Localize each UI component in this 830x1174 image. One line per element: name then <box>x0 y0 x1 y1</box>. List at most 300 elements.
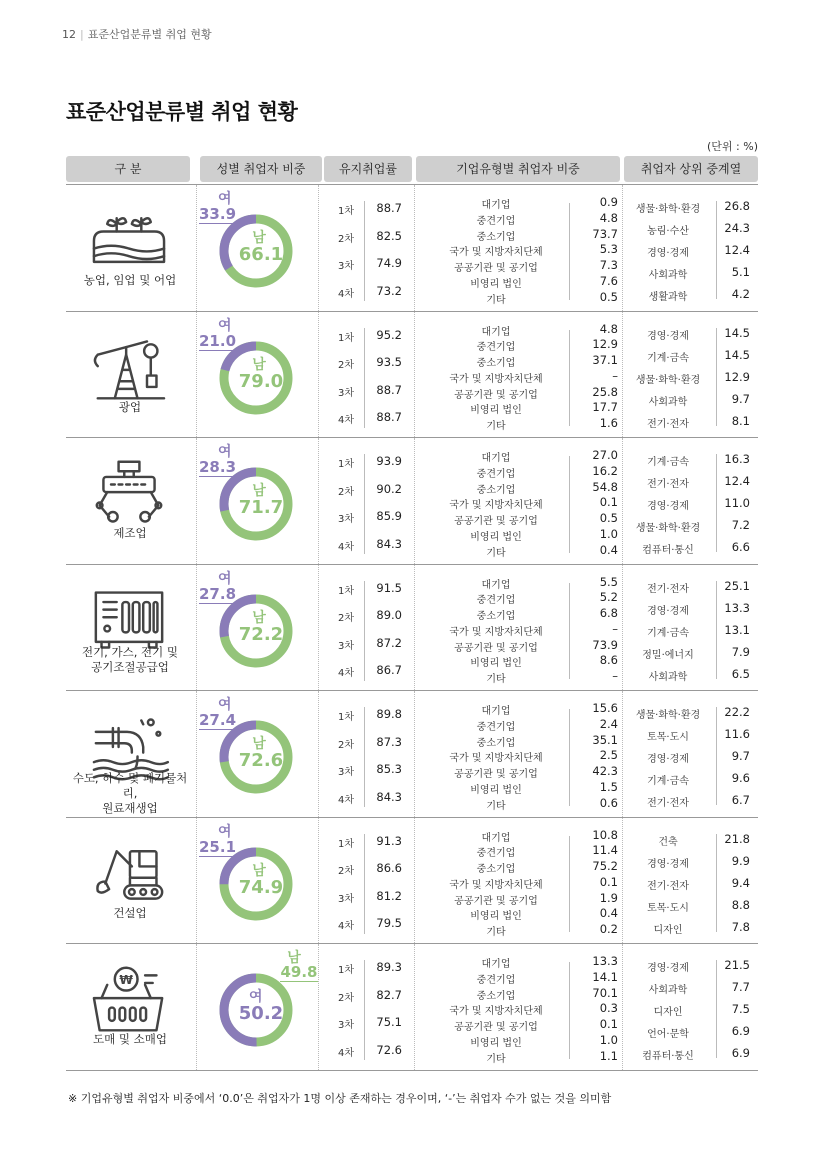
retention-year: 3차 <box>338 261 355 272</box>
female-label: 여 <box>218 570 232 587</box>
column-header-retention: 유지취업률 <box>324 156 412 182</box>
enterprise-type: 국가 및 지방자치단체 <box>449 373 543 385</box>
list-item <box>622 239 752 261</box>
enterprise-type: 국가 및 지방자치단체 <box>449 500 543 512</box>
list-item <box>622 767 752 789</box>
enterprise-type: 기타 <box>486 294 506 306</box>
major-name: 토목·도시 <box>647 902 689 914</box>
list-item <box>622 514 752 536</box>
female-share: 27.4 <box>199 711 237 729</box>
footnote: ※ 기업유형별 취업자 비중에서 ‘0.0’은 취업자가 1명 이상 존재하는 경우이며, ‘-’는 취업자 수가 없는 것을 의미함 <box>68 1092 612 1105</box>
male-share: 79.0 <box>238 370 284 392</box>
major-name: 경영·경제 <box>647 248 689 259</box>
enterprise-share: 14.1 <box>592 969 618 984</box>
list-item <box>622 1042 752 1064</box>
list-item <box>426 906 618 922</box>
svg-text:₩: ₩ <box>119 972 133 987</box>
enterprise-share: 25.8 <box>592 384 618 399</box>
retention-year: 2차 <box>338 739 355 751</box>
list-item <box>426 1049 618 1065</box>
retention-value: 73.2 <box>376 283 402 298</box>
list-item <box>426 590 618 606</box>
major-name: 토목·도시 <box>647 732 689 743</box>
enterprise-type: 공공기관 및 공기업 <box>454 389 538 401</box>
major-share: 6.6 <box>731 540 750 554</box>
major-share: 25.1 <box>724 578 750 593</box>
retention-value: 85.9 <box>376 509 402 523</box>
major-share: 9.4 <box>731 875 750 890</box>
enterprise-share: 1.0 <box>599 526 618 541</box>
list-item <box>426 843 618 859</box>
list-item <box>622 789 752 811</box>
page-header: 12 | 표준산업분류별 취업 현황 <box>62 28 212 41</box>
enterprise-share: 11.4 <box>592 843 618 858</box>
category-name: 수도, 하수 및 폐기물처리, 원료재생업 <box>72 771 188 815</box>
major-name: 생물·화학·환경 <box>635 204 701 215</box>
list-item <box>318 701 414 729</box>
list-item <box>426 353 618 369</box>
retention-year: 2차 <box>338 233 355 245</box>
retention-value: 72.6 <box>376 1042 402 1057</box>
list-item <box>426 1017 618 1033</box>
category-name: 광업 <box>118 399 142 414</box>
retention-value: 86.7 <box>376 663 402 677</box>
list-item <box>318 531 414 559</box>
list-item <box>622 344 752 366</box>
male-label: 남 <box>252 483 266 499</box>
enterprise-share: 12.9 <box>592 337 618 352</box>
list-item <box>622 195 752 217</box>
male-share: 66.1 <box>238 244 284 265</box>
major-name: 경영·경제 <box>647 605 689 617</box>
enterprise-type: 기타 <box>486 674 506 686</box>
list-item <box>622 723 752 745</box>
list-item <box>426 606 618 622</box>
retention-list <box>318 701 414 811</box>
major-share: 9.7 <box>731 749 750 763</box>
enterprise-type: 국가 및 지방자치단체 <box>449 753 543 765</box>
male-share: 72.2 <box>238 623 284 645</box>
section-title: 표준산업분류별 취업 현황 <box>87 28 212 41</box>
female-label: 여 <box>218 697 232 713</box>
enterprise-type: 중견기업 <box>476 342 516 354</box>
table-row <box>66 185 758 312</box>
list-item <box>426 385 618 401</box>
enterprise-share: 0.5 <box>599 511 618 526</box>
list-item <box>426 464 618 480</box>
list-item <box>426 495 618 511</box>
retention-value: 89.8 <box>376 707 402 721</box>
unit-label: (단위 : %) <box>707 140 758 153</box>
major-name: 경영·경제 <box>647 330 689 342</box>
female-share: 21.0 <box>199 331 237 350</box>
enterprise-share: – <box>612 368 618 383</box>
top-majors-list <box>622 322 752 432</box>
list-item <box>318 828 414 856</box>
list-item <box>318 250 414 278</box>
list-item <box>426 527 618 543</box>
female-share: 33.9 <box>199 205 237 223</box>
major-name: 경영·경제 <box>647 501 689 512</box>
retention-value: 81.2 <box>376 888 402 903</box>
retention-value: 89.3 <box>376 960 402 974</box>
enterprise-share: 1.0 <box>599 1032 618 1047</box>
enterprise-type: 기타 <box>486 927 506 939</box>
list-item <box>426 400 618 416</box>
list-item <box>622 410 752 432</box>
list-item <box>318 657 414 685</box>
list-item <box>622 954 752 976</box>
male-share: 49.8 <box>280 963 318 981</box>
major-share: 5.1 <box>731 265 750 279</box>
list-item <box>426 242 618 258</box>
major-share: 7.2 <box>731 518 750 532</box>
major-share: 4.2 <box>731 287 750 301</box>
list-item <box>622 575 752 597</box>
enterprise-type: 중견기업 <box>476 848 516 860</box>
retention-list <box>318 575 414 685</box>
major-name: 컴퓨터·통신 <box>642 1051 694 1062</box>
list-item <box>426 859 618 875</box>
column-header-enterprise: 기업유형별 취업자 비중 <box>416 156 620 182</box>
list-item <box>426 669 618 685</box>
list-item <box>426 1001 618 1017</box>
retention-value: 88.7 <box>376 201 402 215</box>
table-body <box>66 185 758 1071</box>
enterprise-type: 비영리 법인 <box>470 278 522 290</box>
major-name: 전기·전자 <box>647 479 689 490</box>
major-name: 사회과학 <box>648 985 688 996</box>
female-share: 25.1 <box>199 837 237 856</box>
enterprise-type: 중견기업 <box>476 215 516 227</box>
employment-table <box>66 156 758 1071</box>
column-divider <box>414 565 415 691</box>
enterprise-share: 0.5 <box>599 289 618 304</box>
column-divider <box>196 691 197 817</box>
retention-year: 4차 <box>338 668 355 679</box>
list-item <box>622 850 752 872</box>
major-name: 디자인 <box>653 924 683 936</box>
enterprise-type: 중소기업 <box>476 990 516 1002</box>
female-label: 여 <box>249 989 263 1005</box>
major-share: 16.3 <box>724 452 750 466</box>
top-majors-list <box>622 701 752 811</box>
enterprise-type: 중소기업 <box>476 484 516 496</box>
list-item <box>426 211 618 227</box>
enterprise-type: 중소기업 <box>476 737 516 749</box>
enterprise-share: 2.5 <box>599 748 618 763</box>
retention-value: 95.2 <box>376 327 402 342</box>
retention-year: 2차 <box>338 360 355 371</box>
category-name: 전기, 가스, 전기 및 공기조절공급업 <box>81 644 179 674</box>
list-item <box>318 784 414 812</box>
male-share: 71.7 <box>238 497 284 518</box>
enterprise-type: 중견기업 <box>476 974 516 986</box>
retention-year: 2차 <box>338 992 355 1004</box>
retention-list <box>318 954 414 1064</box>
list-item <box>318 448 414 476</box>
list-item <box>426 322 618 338</box>
retention-year: 1차 <box>338 712 355 723</box>
male-label: 남 <box>287 950 301 966</box>
enterprise-share: 10.8 <box>592 827 618 842</box>
major-share: 11.6 <box>724 727 750 741</box>
enterprise-share: 0.4 <box>599 542 618 557</box>
major-name: 생물·화학·환경 <box>635 710 701 721</box>
list-item <box>622 366 752 388</box>
retention-year: 1차 <box>338 459 355 470</box>
list-item <box>426 891 618 907</box>
page-number: 12 <box>62 28 76 41</box>
page-title: 표준산업분류별 취업 현황 <box>66 100 298 124</box>
male-share: 74.9 <box>238 876 284 898</box>
major-share: 14.5 <box>724 325 750 340</box>
list-item <box>318 404 414 432</box>
list-item <box>622 448 752 470</box>
major-share: 14.5 <box>724 347 750 362</box>
list-item <box>426 717 618 733</box>
retention-value: 86.6 <box>376 861 402 875</box>
retention-value: 75.1 <box>376 1015 402 1029</box>
enterprise-type: 중소기업 <box>476 864 516 876</box>
major-name: 사회과학 <box>648 270 688 281</box>
list-item <box>426 970 618 986</box>
major-name: 경영·경제 <box>647 963 689 974</box>
male-label: 남 <box>252 356 266 373</box>
retention-year: 3차 <box>338 387 355 399</box>
list-item <box>622 388 752 410</box>
list-item <box>426 1033 618 1049</box>
enterprise-share: 8.6 <box>599 653 618 668</box>
list-item <box>426 653 618 669</box>
major-share: 11.0 <box>724 496 750 510</box>
column-divider <box>196 818 197 944</box>
major-share: 21.8 <box>724 831 750 846</box>
enterprise-type: 대기업 <box>481 453 511 464</box>
enterprise-list <box>426 828 618 939</box>
list-item <box>622 641 752 663</box>
table-row <box>66 565 758 692</box>
female-label: 여 <box>218 191 232 207</box>
major-share: 12.4 <box>724 474 750 488</box>
retention-value: 91.3 <box>376 833 402 848</box>
major-name: 기계·금속 <box>647 776 689 787</box>
list-item <box>318 630 414 658</box>
column-divider <box>196 438 197 564</box>
excavator-icon <box>86 838 172 910</box>
enterprise-share: 7.6 <box>599 273 618 288</box>
list-item <box>622 894 752 916</box>
list-item <box>426 764 618 780</box>
enterprise-type: 공공기관 및 공기업 <box>454 263 538 275</box>
top-majors-list <box>622 828 752 938</box>
retention-list <box>318 828 414 938</box>
list-item <box>318 223 414 251</box>
male-label: 남 <box>252 609 266 626</box>
major-share: 24.3 <box>724 221 750 235</box>
female-share: 27.8 <box>199 584 237 603</box>
column-divider <box>414 944 415 1070</box>
retention-year: 3차 <box>338 514 355 525</box>
enterprise-share: 35.1 <box>592 732 618 747</box>
major-name: 정밀·에너지 <box>642 649 694 661</box>
list-item <box>426 337 618 353</box>
retention-value: 84.3 <box>376 536 402 551</box>
retention-value: 88.7 <box>376 410 402 424</box>
enterprise-share: 1.5 <box>599 779 618 794</box>
enterprise-list <box>426 701 618 812</box>
retention-year: 1차 <box>338 965 355 976</box>
retention-year: 3차 <box>338 640 355 652</box>
enterprise-share: 0.9 <box>599 195 618 209</box>
retention-value: 85.3 <box>376 762 402 776</box>
enterprise-list <box>426 448 618 559</box>
major-name: 기계·금속 <box>647 627 689 639</box>
major-share: 9.9 <box>731 853 750 868</box>
enterprise-type: 중견기업 <box>476 468 516 480</box>
column-divider <box>196 185 197 311</box>
retention-year: 4차 <box>338 1047 355 1059</box>
column-header-category: 구 분 <box>66 156 190 182</box>
list-item <box>622 976 752 998</box>
enterprise-type: 비영리 법인 <box>470 658 522 670</box>
enterprise-share: 0.1 <box>599 874 618 889</box>
list-item <box>426 638 618 654</box>
enterprise-share: 27.0 <box>592 448 618 462</box>
male-label: 남 <box>252 230 266 246</box>
list-item <box>318 982 414 1010</box>
enterprise-type: 대기업 <box>481 579 511 591</box>
major-name: 경영·경제 <box>647 858 689 870</box>
column-divider <box>196 944 197 1070</box>
list-item <box>622 745 752 767</box>
major-name: 건축 <box>658 836 678 848</box>
major-name: 전기·전자 <box>647 583 689 595</box>
enterprise-type: 공공기관 및 공기업 <box>454 895 538 907</box>
enterprise-type: 공공기관 및 공기업 <box>454 516 538 528</box>
enterprise-share: 16.2 <box>592 463 618 478</box>
list-item <box>426 448 618 464</box>
table-row <box>66 691 758 818</box>
enterprise-type: 기타 <box>486 800 506 812</box>
list-item <box>426 258 618 274</box>
list-item <box>426 828 618 844</box>
major-name: 전기·전자 <box>647 418 689 430</box>
retention-year: 3차 <box>338 1020 355 1031</box>
oil-pump-icon <box>86 332 172 404</box>
major-share: 6.9 <box>731 1024 750 1038</box>
list-item <box>318 729 414 757</box>
enterprise-type: 기타 <box>486 421 506 433</box>
enterprise-type: 공공기관 및 공기업 <box>454 1022 538 1034</box>
list-item <box>622 663 752 685</box>
list-item <box>622 322 752 344</box>
list-item <box>622 828 752 850</box>
top-majors-list <box>622 195 752 305</box>
list-item <box>426 701 618 717</box>
list-item <box>622 916 752 938</box>
enterprise-type: 중소기업 <box>476 611 516 623</box>
enterprise-share: 0.4 <box>599 906 618 921</box>
enterprise-type: 중견기업 <box>476 595 516 607</box>
enterprise-share: 0.6 <box>599 795 618 810</box>
list-item <box>622 283 752 305</box>
enterprise-type: 국가 및 지방자치단체 <box>449 1006 543 1018</box>
male-label: 남 <box>252 862 266 879</box>
list-item <box>426 986 618 1002</box>
list-item <box>318 855 414 883</box>
major-name: 전기·전자 <box>647 880 689 892</box>
list-item <box>622 470 752 492</box>
list-item <box>622 492 752 514</box>
major-name: 생활과학 <box>648 292 688 303</box>
list-item <box>318 503 414 531</box>
retention-value: 74.9 <box>376 256 402 270</box>
column-divider <box>414 691 415 817</box>
enterprise-type: 비영리 법인 <box>470 405 522 417</box>
major-share: 6.5 <box>731 666 750 681</box>
shopping-basket-icon <box>86 964 172 1036</box>
retention-year: 2차 <box>338 866 355 877</box>
enterprise-share: 5.2 <box>599 590 618 605</box>
list-item <box>318 883 414 911</box>
major-share: 7.7 <box>731 980 750 994</box>
list-item <box>318 349 414 377</box>
retention-value: 84.3 <box>376 789 402 804</box>
list-item <box>318 954 414 982</box>
enterprise-type: 공공기관 및 공기업 <box>454 642 538 654</box>
major-name: 언어·문학 <box>647 1029 689 1040</box>
enterprise-share: 0.3 <box>599 1001 618 1016</box>
category-name: 건설업 <box>113 905 147 920</box>
list-item <box>318 476 414 504</box>
list-item <box>318 575 414 603</box>
list-item <box>426 922 618 938</box>
major-share: 12.4 <box>724 243 750 257</box>
enterprise-share: 75.2 <box>592 859 618 874</box>
enterprise-share: 17.7 <box>592 400 618 415</box>
column-divider <box>196 565 197 691</box>
enterprise-type: 비영리 법인 <box>470 911 522 923</box>
major-share: 26.8 <box>724 199 750 213</box>
enterprise-list <box>426 322 618 433</box>
list-item <box>318 910 414 938</box>
category-name: 제조업 <box>113 526 147 540</box>
female-label: 여 <box>218 823 232 840</box>
major-share: 7.8 <box>731 919 750 934</box>
enterprise-share: 4.8 <box>599 210 618 225</box>
enterprise-share: 73.7 <box>592 226 618 241</box>
farm-icon <box>86 205 172 277</box>
list-item <box>426 480 618 496</box>
list-item <box>426 416 618 432</box>
enterprise-type: 중견기업 <box>476 721 516 733</box>
retention-list <box>318 195 414 305</box>
enterprise-share: – <box>612 621 618 636</box>
list-item <box>622 872 752 894</box>
retention-year: 1차 <box>338 332 355 344</box>
major-name: 사회과학 <box>648 671 688 683</box>
retention-list <box>318 448 414 558</box>
list-item <box>426 733 618 749</box>
list-item <box>426 622 618 638</box>
retention-value: 89.0 <box>376 608 402 622</box>
male-share: 72.6 <box>238 750 284 771</box>
list-item <box>622 261 752 283</box>
retention-year: 1차 <box>338 838 355 850</box>
column-divider <box>414 438 415 564</box>
column-divider <box>414 312 415 438</box>
